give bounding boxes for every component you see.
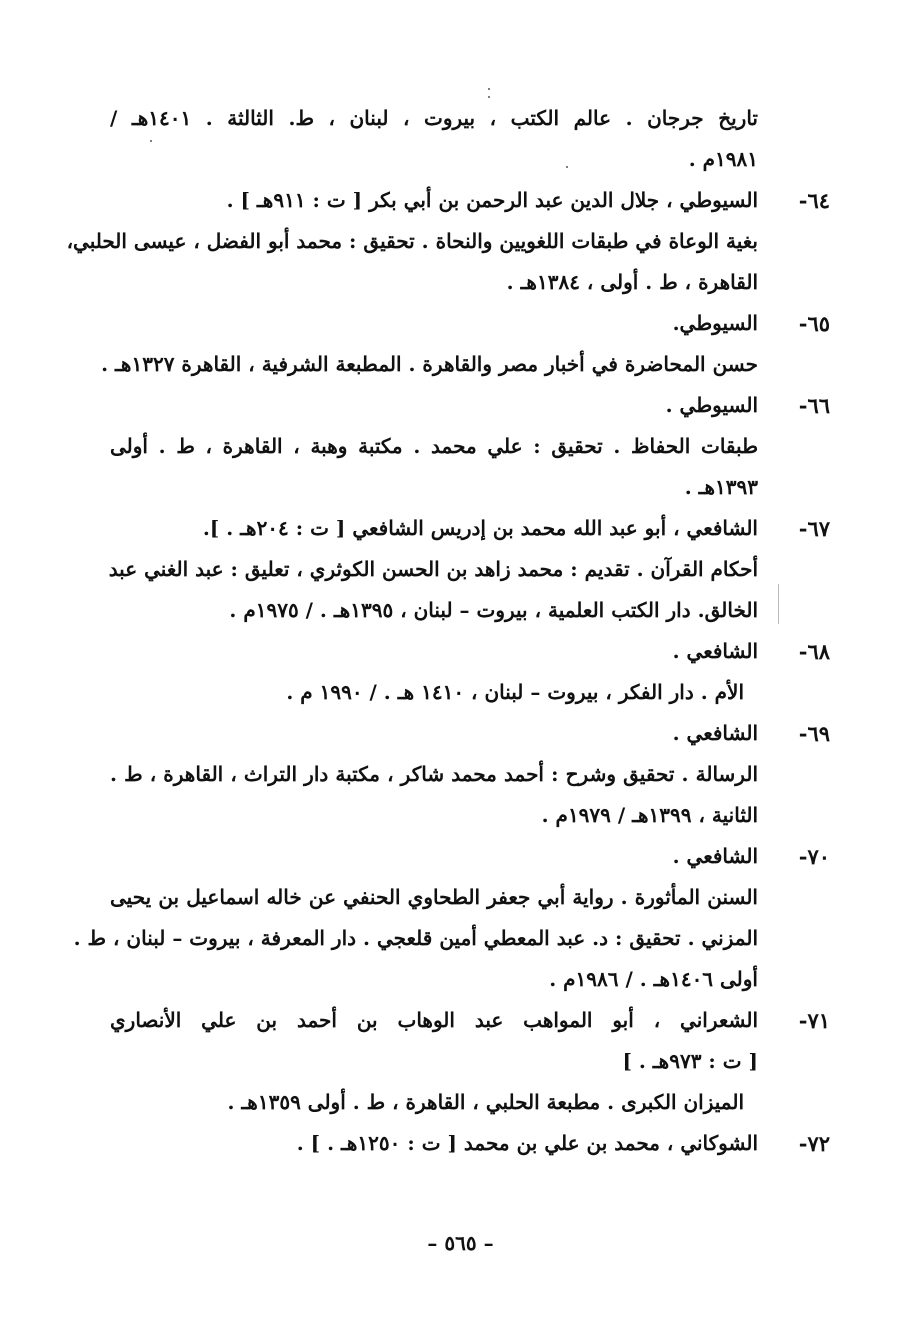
entry-text: طبقات الحفاظ . تحقيق : علي محمد . مكتبة وهبة ، القاهرة ، ط . أولى	[110, 434, 758, 458]
entry-number: ٦٧-	[798, 516, 830, 541]
entry-text: ١٩٨١م .	[688, 147, 758, 171]
entry-text-line	[110, 98, 830, 139]
scan-speck	[778, 584, 779, 624]
entry-text: ١٣٩٣هـ .	[684, 475, 758, 499]
entry-text-line	[110, 262, 830, 303]
bibliography-list	[66, 98, 830, 1164]
entry-text: القاهرة ، ط . أولى ، ١٣٨٤هـ .	[506, 270, 758, 294]
entry-heading-line	[110, 303, 830, 344]
entry-heading-line	[110, 508, 830, 549]
entry-text-line	[101, 344, 830, 385]
entry-text-line	[110, 590, 830, 631]
entry-text: تاريخ جرجان . عالم الكتب ، بيروت ، لبنان ، ط. الثالثة . ١٤٠١هـ /	[110, 106, 758, 130]
entry-text: السيوطي .	[665, 393, 758, 417]
entry-heading-line	[110, 713, 830, 754]
entry-number: ٦٤-	[798, 188, 830, 213]
entry-text: السيوطي ، جلال الدين عبد الرحمن بن أبي بكر [ ت : ٩١١هـ ] .	[226, 188, 758, 212]
entry-text: أولى ١٤٠٦هـ . / ١٩٨٦م .	[549, 967, 758, 991]
entry-text: الشوكاني ، محمد بن علي بن محمد [ ت : ١٢٥٠هـ . ] .	[296, 1131, 758, 1155]
entry-text: الشافعي .	[672, 639, 758, 663]
entry-text-line	[110, 549, 830, 590]
entry-text-line	[73, 918, 830, 959]
entry-text-line	[110, 877, 830, 918]
entry-text: الثانية ، ١٣٩٩هـ / ١٩٧٩م .	[541, 803, 758, 827]
entry-text: الخالق. دار الكتب العلمية ، بيروت – لبنان ، ١٣٩٥هـ . / ١٩٧٥م .	[229, 598, 758, 622]
scan-speck	[566, 166, 568, 168]
entry-number: ٦٥-	[798, 311, 830, 336]
entry-heading-line	[110, 385, 830, 426]
scan-speck	[488, 96, 490, 98]
entry-heading-line	[110, 180, 830, 221]
entry-heading-line	[110, 1000, 830, 1041]
entry-number: ٦٨-	[798, 639, 830, 664]
entry-text-line	[110, 959, 830, 1000]
entry-heading-line	[110, 631, 830, 672]
entry-text: بغية الوعاة في طبقات اللغويين والنحاة . تحقيق : محمد أبو الفضل ، عيسى الحلبي،	[66, 229, 758, 253]
entry-text-line	[110, 795, 830, 836]
page-number: – ٥٦٥ –	[427, 1231, 494, 1255]
entry-text-line	[66, 221, 830, 262]
entry-text: الرسالة . تحقيق وشرح : أحمد محمد شاكر ، مكتبة دار التراث ، القاهرة ، ط .	[110, 762, 758, 786]
entry-text-line	[110, 426, 830, 467]
entry-text: الشعراني ، أبو المواهب عبد الوهاب بن أحمد بن علي الأنصاري	[110, 1008, 758, 1032]
entry-text: الميزان الكبرى . مطبعة الحلبي ، القاهرة ، ط . أولى ١٣٥٩هـ .	[227, 1090, 744, 1114]
entry-text-line	[110, 1082, 830, 1123]
entry-text: الأم . دار الفكر ، بيروت – لبنان ، ١٤١٠ هـ . / ١٩٩٠ م .	[286, 680, 744, 704]
entry-text: حسن المحاضرة في أخبار مصر والقاهرة . المطبعة الشرفية ، القاهرة ١٣٢٧هـ .	[101, 352, 758, 376]
scan-speck	[150, 140, 152, 142]
entry-text: الشافعي .	[672, 844, 758, 868]
entry-text: الشافعي .	[672, 721, 758, 745]
entry-text: الشافعي ، أبو عبد الله محمد بن إدريس الشافعي [ ت : ٢٠٤هـ . ].	[202, 516, 758, 540]
entry-text: السنن المأثورة . رواية أبي جعفر الطحاوي الحنفي عن خاله اسماعيل بن يحيى	[110, 885, 758, 909]
entry-text-line	[110, 754, 830, 795]
entry-text-line	[110, 139, 830, 180]
entry-text-line	[110, 672, 830, 713]
entry-number: ٧١-	[798, 1008, 830, 1033]
entry-text: السيوطي.	[672, 311, 758, 335]
entry-text-line	[110, 467, 830, 508]
entry-number: ٧٠-	[798, 844, 830, 869]
entry-heading-line	[110, 836, 830, 877]
entry-number: ٧٢-	[798, 1131, 830, 1156]
entry-number: ٦٦-	[798, 393, 830, 418]
entry-number: ٦٩-	[798, 721, 830, 746]
entry-heading-line	[110, 1123, 830, 1164]
entry-text-line	[110, 1041, 830, 1082]
entry-text: أحكام القرآن . تقديم : محمد زاهد بن الحسن الكوثري ، تعليق : عبد الغني عبد	[108, 557, 758, 581]
scan-speck	[488, 88, 490, 90]
entry-text: [ ت : ٩٧٣هـ . ]	[622, 1049, 758, 1073]
entry-text: المزني . تحقيق : د. عبد المعطي أمين قلعجي . دار المعرفة ، بيروت – لبنان ، ط .	[73, 926, 758, 950]
